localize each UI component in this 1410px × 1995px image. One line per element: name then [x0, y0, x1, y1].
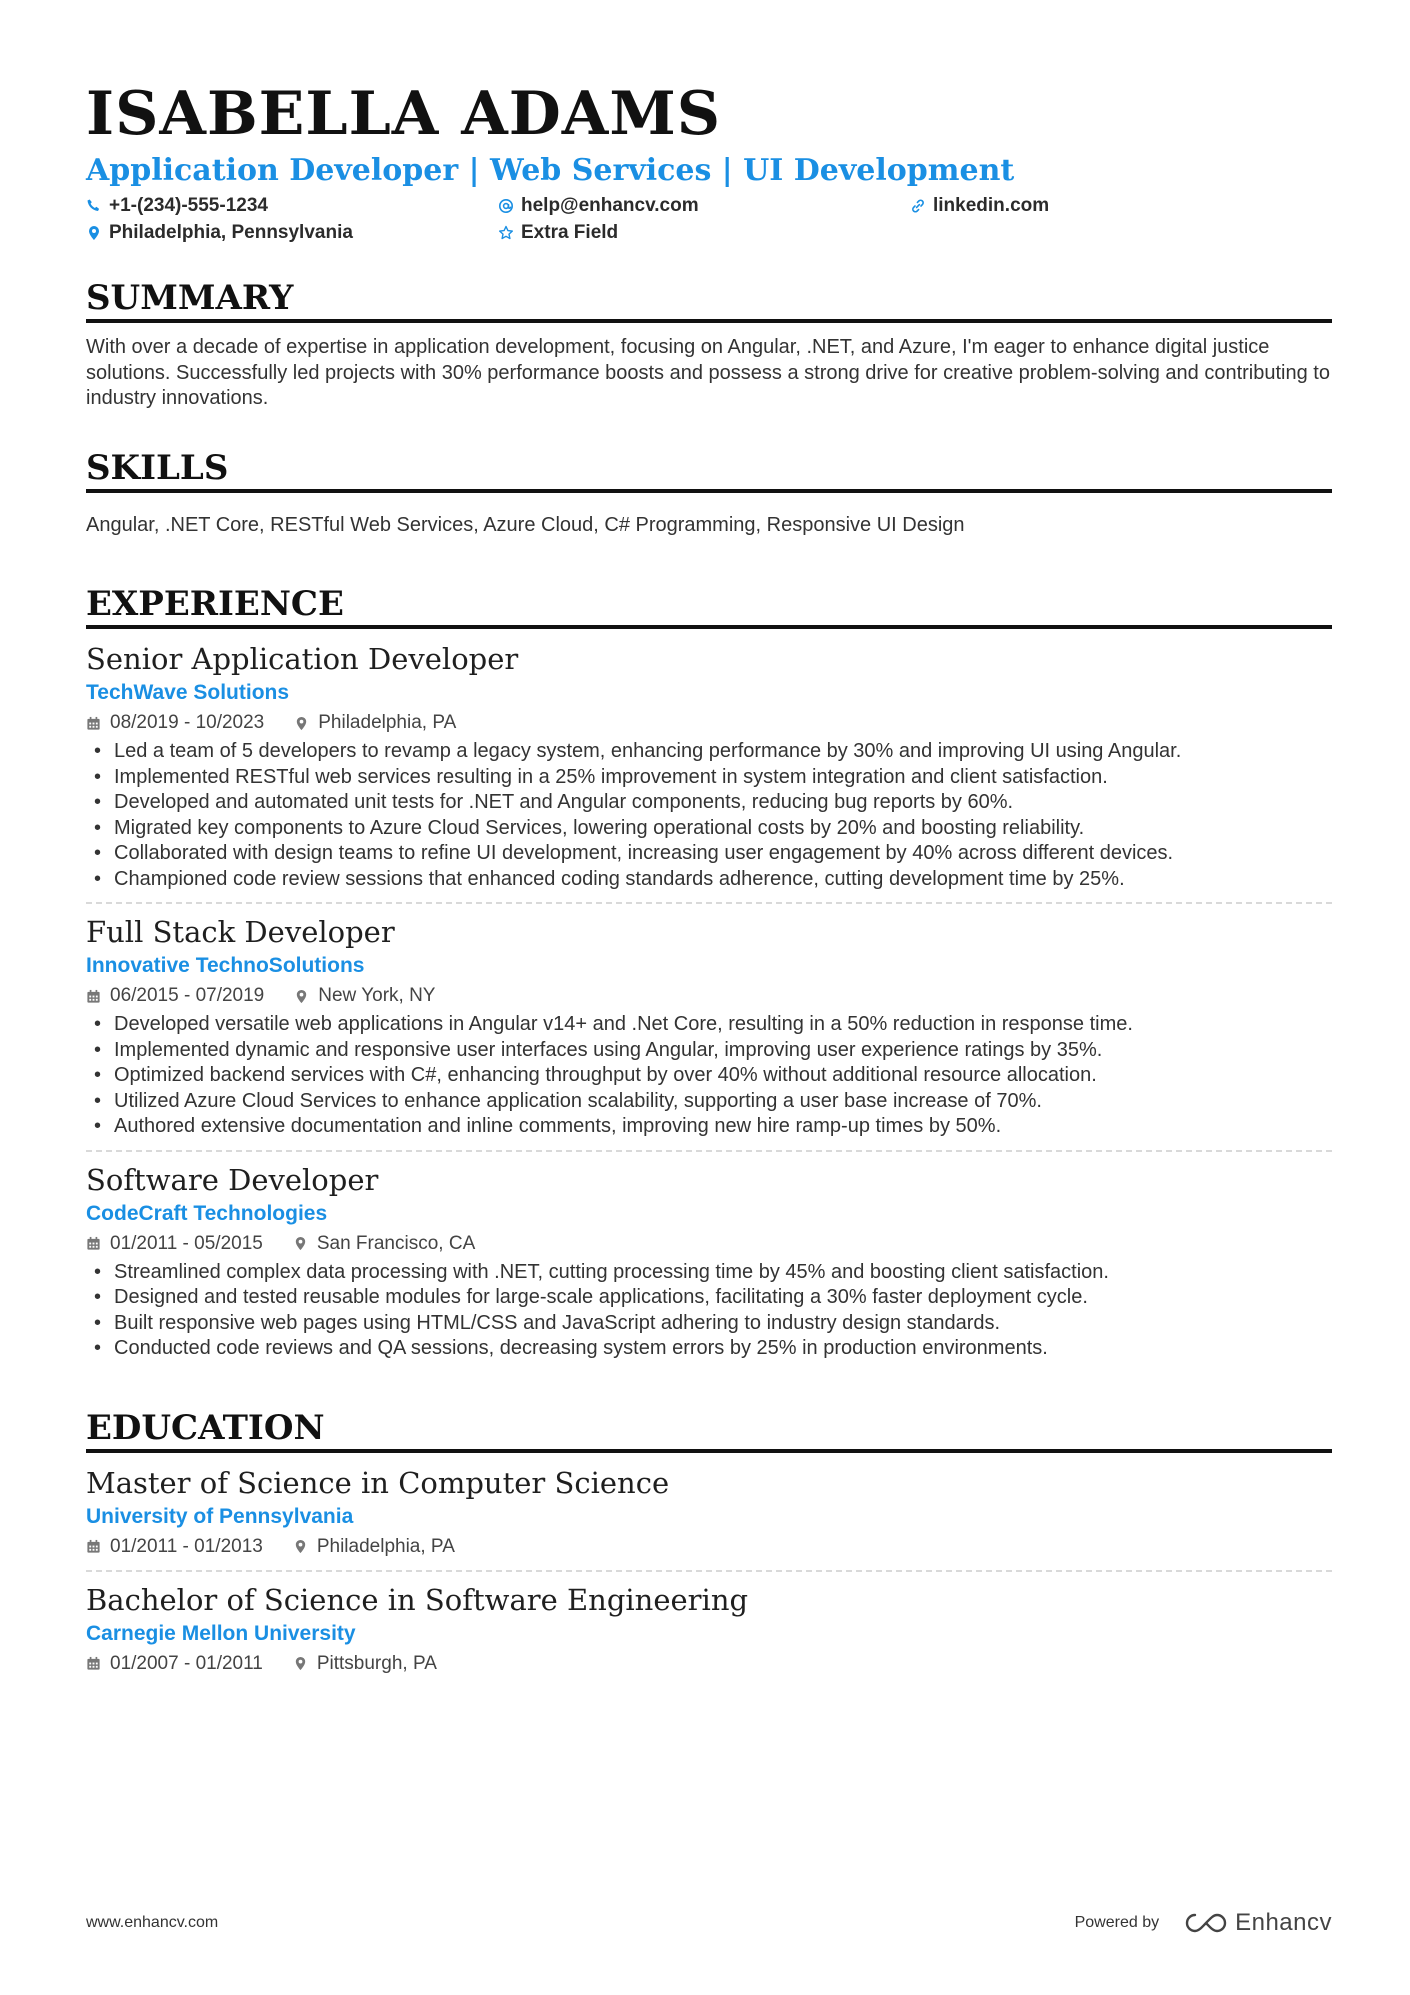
location-icon: [294, 716, 309, 731]
contact-location: Philadelphia, Pennsylvania: [86, 221, 498, 244]
education-location: Pittsburgh, PA: [316, 1652, 437, 1674]
skills-section: [86, 448, 1332, 539]
link-icon: [910, 198, 926, 214]
education-location: Philadelphia, PA: [316, 1535, 455, 1557]
contact-extra-field: Extra Field: [498, 221, 910, 244]
powered-by-label: Powered by: [1074, 1914, 1160, 1931]
job-dates: 08/2019 - 10/2023: [110, 712, 265, 733]
location-icon: [293, 1539, 308, 1554]
powered-by: [1075, 1909, 1332, 1937]
enhancv-logo-text: Enhancv: [1235, 1909, 1332, 1936]
list-item: • Built responsive web pages using HTML/CSS and JavaScript adhering to industry design standards.: [86, 1311, 1332, 1337]
company-name: Innovative TechnoSolutions: [86, 954, 365, 977]
calendar-icon: [86, 989, 101, 1004]
experience-section: [86, 584, 1332, 1372]
education-title: EDUCATION: [86, 1408, 1332, 1453]
job-dates: 01/2011 - 05/2015: [110, 1232, 263, 1254]
education-meta: [86, 1534, 1332, 1560]
list-item: • Streamlined complex data processing with .NET, cutting processing time by 45% and boosting client satisfaction.: [86, 1260, 1332, 1286]
list-item: • Implemented dynamic and responsive user interfaces using Angular, improving user experience ratings by 35%.: [86, 1038, 1332, 1064]
list-item: • Developed versatile web applications in Angular v14+ and .Net Core, resulting in a 50% reduction in response time.: [86, 1012, 1332, 1038]
list-item: • Optimized backend services with C#, enhancing throughput by over 40% without additional resource allocation.: [86, 1063, 1332, 1089]
footer-url-link[interactable]: www.enhancv.com: [86, 1914, 219, 1931]
education-dates: 01/2011 - 01/2013: [110, 1535, 263, 1557]
education-meta: [86, 1651, 1332, 1677]
summary-section: [86, 278, 1332, 412]
resume-header: [86, 78, 1332, 244]
experience-entry: [86, 1152, 1332, 1372]
resume-page: [86, 78, 1332, 1687]
location-icon: [293, 1656, 308, 1671]
skills-text: Angular, .NET Core, RESTful Web Services, Azure Cloud, C# Programming, Responsive UI Design: [86, 513, 965, 536]
job-location: Philadelphia, PA: [318, 712, 457, 733]
company-name: TechWave Solutions: [86, 681, 290, 704]
job-location: San Francisco, CA: [316, 1232, 476, 1254]
experience-entry: [86, 904, 1332, 1152]
calendar-icon: [86, 1236, 101, 1251]
calendar-icon: [86, 716, 101, 731]
list-item: • Developed and automated unit tests for .NET and Angular components, reducing bug reports by 60%.: [86, 790, 1332, 816]
at-icon: [498, 198, 514, 214]
job-title: Senior Application Developer: [86, 642, 519, 676]
job-bullets: [86, 1260, 1332, 1362]
contact-phone[interactable]: +1-(234)-555-1234: [86, 194, 498, 217]
list-item: • Designed and tested reusable modules for large-scale applications, facilitating a 30% faster deployment cycle.: [86, 1285, 1332, 1311]
list-item: • Led a team of 5 developers to revamp a legacy system, enhancing performance by 30% and improving UI using Angular.: [86, 739, 1332, 765]
company-name: CodeCraft Technologies: [86, 1201, 328, 1225]
location-icon: [293, 1236, 308, 1251]
list-item: • Utilized Azure Cloud Services to enhance application scalability, supporting a user base increase of 70%.: [86, 1089, 1332, 1115]
list-item: • Migrated key components to Azure Cloud Services, lowering operational costs by 20% and boosting reliability.: [86, 816, 1332, 842]
job-title: Full Stack Developer: [86, 915, 395, 949]
phone-icon: [86, 198, 102, 214]
list-item: • Conducted code reviews and QA sessions, decreasing system errors by 25% in production environments.: [86, 1336, 1332, 1362]
job-meta: [86, 983, 1332, 1009]
candidate-name: ISABELLA ADAMS: [86, 79, 722, 149]
page-footer: [86, 1908, 1332, 1938]
job-bullets: [86, 739, 1332, 892]
list-item: • Authored extensive documentation and inline comments, improving new hire ramp-up times by 50%.: [86, 1114, 1332, 1140]
degree-title: Bachelor of Science in Software Engineering: [86, 1582, 749, 1617]
contact-linkedin[interactable]: linkedin.com: [910, 194, 1322, 217]
calendar-icon: [86, 1656, 101, 1671]
list-item: • Collaborated with design teams to refine UI development, increasing user engagement by 40% across different devices.: [86, 841, 1332, 867]
education-dates: 01/2007 - 01/2011: [110, 1652, 263, 1674]
experience-entry: [86, 629, 1332, 904]
enhancv-logo[interactable]: [1183, 1909, 1332, 1937]
school-name: Carnegie Mellon University: [86, 1621, 356, 1645]
contact-list: [86, 194, 1332, 244]
job-bullets: [86, 1012, 1332, 1140]
calendar-icon: [86, 1539, 101, 1554]
experience-title: EXPERIENCE: [86, 584, 1332, 629]
job-location: New York, NY: [318, 985, 436, 1006]
job-dates: 06/2015 - 07/2019: [110, 985, 265, 1006]
skills-title: SKILLS: [86, 448, 1332, 493]
summary-text: With over a decade of expertise in application development, focusing on Angular, .NET, and Azure, I'm eager to enhance digital justice solutions. Successfully led projects with 30% performance boosts and possess a strong drive for creative problem-solving and contributing to industry innovations.: [86, 336, 1330, 409]
degree-title: Master of Science in Computer Science: [86, 1465, 670, 1500]
list-item: • Championed code review sessions that enhanced coding standards adherence, cutting development time by 25%.: [86, 867, 1332, 893]
star-icon: [498, 225, 514, 241]
contact-email[interactable]: help@enhancv.com: [498, 194, 910, 217]
location-icon: [86, 225, 102, 241]
job-meta: [86, 1231, 1332, 1257]
summary-title: SUMMARY: [86, 278, 1332, 323]
school-name: University of Pennsylvania: [86, 1504, 354, 1528]
education-entry: [86, 1453, 1332, 1572]
list-item: • Implemented RESTful web services resulting in a 25% improvement in system integration and client satisfaction.: [86, 765, 1332, 791]
candidate-headline: Application Developer | Web Services | UI Development: [86, 153, 1015, 188]
enhancv-logo-icon: [1183, 1912, 1229, 1934]
education-section: [86, 1408, 1332, 1687]
location-icon: [294, 989, 309, 1004]
job-title: Software Developer: [86, 1162, 379, 1197]
education-entry: [86, 1572, 1332, 1687]
job-meta: [86, 710, 1332, 736]
